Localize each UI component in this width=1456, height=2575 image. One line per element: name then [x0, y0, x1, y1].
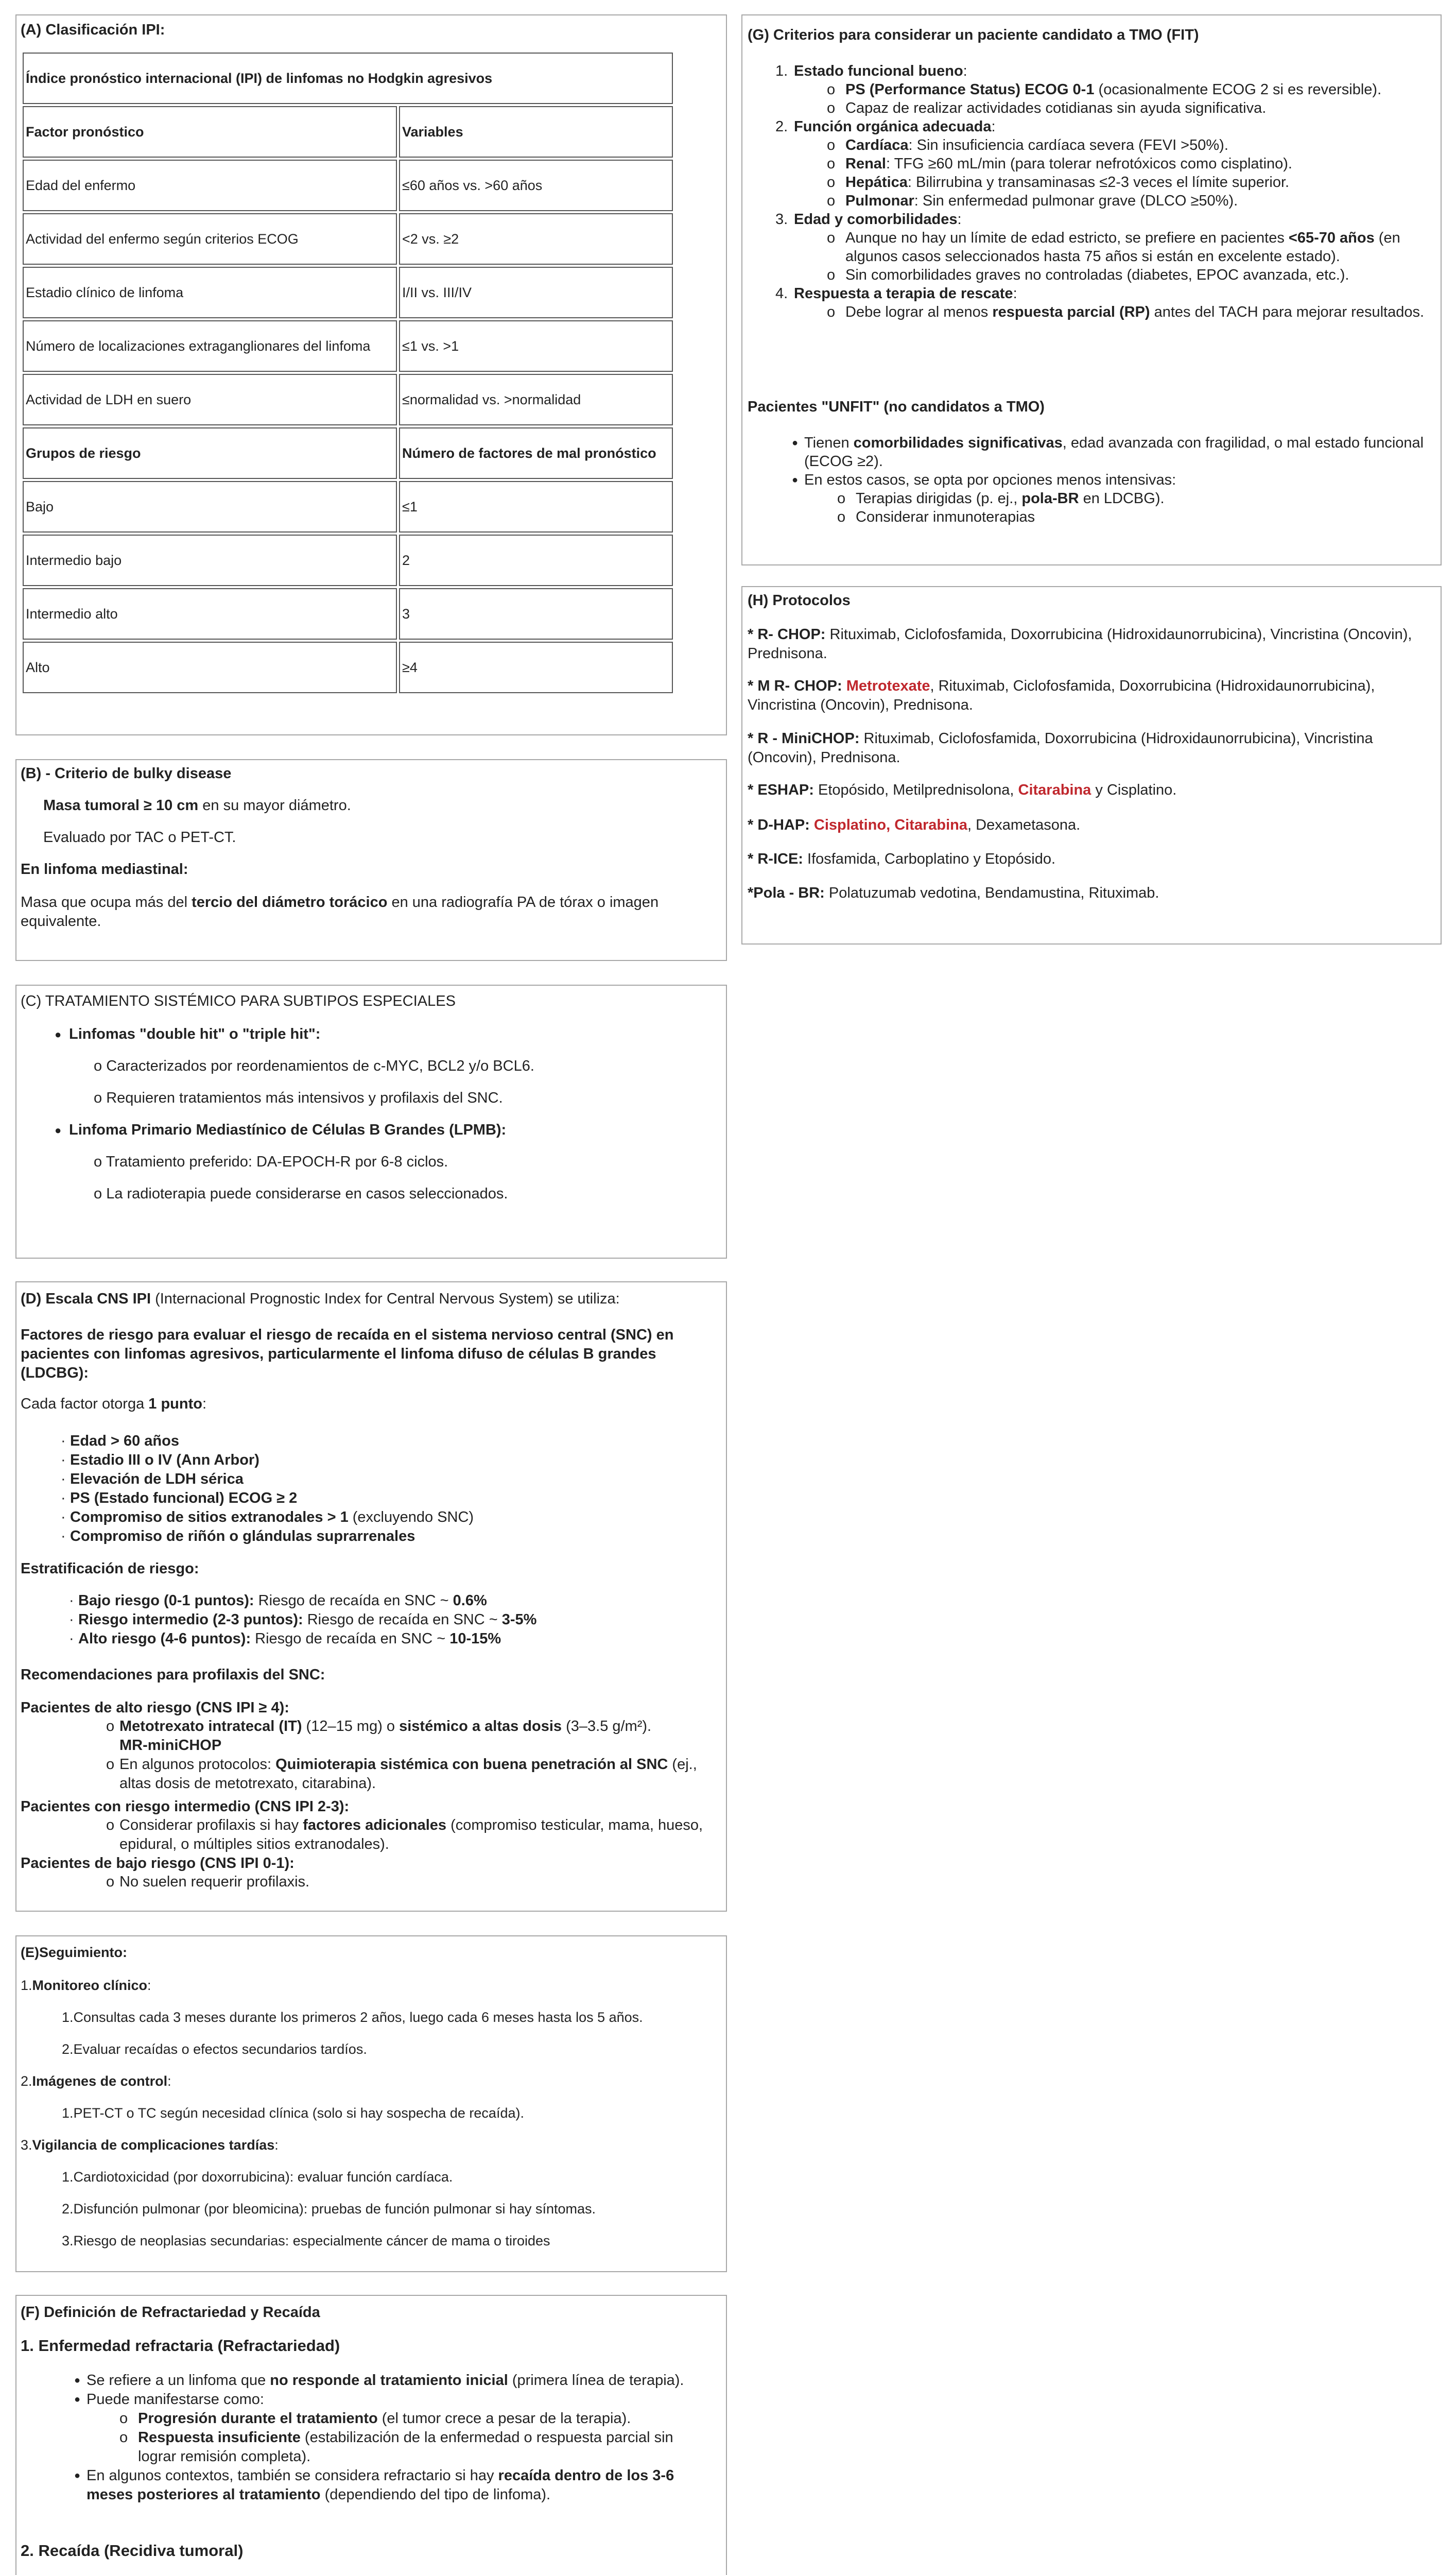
bulky-text-post: en una radiografía PA de tórax o imagen equivalente.: [21, 894, 659, 930]
list-item: [106, 1755, 712, 1793]
lpmb-sub1-text: Tratamiento preferido: DA-EPOCH-R por 6-8 ciclos.: [106, 1154, 448, 1170]
strat-value: 3-5%: [501, 1611, 537, 1628]
section-h-title: (H) Protocolos: [748, 592, 851, 609]
table-cell: <2 vs. ≥2: [399, 213, 673, 265]
circle-icon: o: [827, 100, 836, 116]
circle-icon: o: [827, 81, 836, 98]
p6-rest: Ifosfamida, Carboplatino y Etopósido.: [803, 851, 1056, 867]
double-hit-sub1-text: Caracterizados por reordenamientos de c-MYC, BCL2 y/o BCL6.: [106, 1058, 534, 1074]
p6-bold: * R-ICE:: [748, 851, 803, 867]
i3-bold: Edad y comorbilidades: [794, 211, 958, 228]
protocol-eshap: [748, 781, 1176, 800]
circle-icon: o: [827, 137, 836, 153]
followup-s3: [21, 2136, 279, 2154]
mid-bold: factores adicionales: [303, 1817, 447, 1833]
dot-icon: ·: [61, 1490, 66, 1506]
unfit-title: Pacientes "UNFIT" (no candidatos a TMO): [748, 399, 1045, 415]
list-item: [827, 173, 1432, 192]
protocol-rminichop: [748, 729, 1432, 767]
p2-rest: , Rituximab, Ciclofosfamida, Doxorrubicina (Hidroxidaunorrubicina), Vincristina (Oncovin), Prednisona.: [748, 678, 1375, 713]
circle-icon: o: [119, 2410, 128, 2427]
circle-icon: o: [837, 509, 846, 525]
list-item: [827, 303, 1432, 321]
p2-red: Metrotexate: [846, 678, 930, 694]
i3-colon: :: [957, 211, 962, 228]
list-item: [837, 508, 1427, 526]
followup-s2: [21, 2072, 171, 2090]
i2-num: 2.: [775, 118, 788, 135]
protocol-polabr: [748, 884, 1159, 903]
list-item: [106, 1816, 712, 1854]
mid-pre: Considerar profilaxis si hay: [119, 1817, 303, 1833]
dot-icon: ·: [69, 1630, 74, 1647]
i1b-text: Capaz de realizar actividades cotidianas sin ayuda significativa.: [845, 100, 1267, 116]
i1a-bold: PS (Performance Status) ECOG 0-1: [845, 81, 1095, 98]
list-item: [74, 2371, 715, 2390]
i4-num: 4.: [775, 285, 788, 302]
cns-point-bold: 1 punto: [148, 1396, 202, 1412]
table-cell: ≤1 vs. >1: [399, 320, 673, 372]
double-hit-sub2-text: Requieren tratamientos más intensivos y profilaxis del SNC.: [106, 1090, 503, 1106]
p3-bold: * R - MiniCHOP:: [748, 730, 860, 747]
dot-icon: ·: [61, 1433, 66, 1449]
bulky-mass-bold: Masa tumoral ≥ 10 cm: [43, 797, 199, 814]
circle-icon: o: [827, 267, 836, 283]
table-cell: ≤1: [399, 481, 673, 533]
section-d-cns-ipi: [15, 1281, 727, 1912]
refractory-heading: 1. Enfermedad refractaria (Refractariedad): [21, 2337, 340, 2355]
list-item: [69, 1629, 536, 1649]
factor-bold: Elevación de LDH sérica: [70, 1471, 244, 1487]
section-e-followup: [15, 1935, 727, 2272]
i4-bold: Respuesta a terapia de rescate: [794, 285, 1013, 302]
high-bold-b: sistémico a altas dosis: [399, 1718, 562, 1735]
list-item: [119, 2409, 715, 2428]
u2a-pre: Terapias dirigidas (p. ej.,: [856, 490, 1022, 507]
ipi-col-factor-header: Factor pronóstico: [23, 106, 397, 158]
bullet-icon: ●: [55, 1028, 62, 1041]
cns-strat-list: [69, 1591, 537, 1649]
organ-rest: : Bilirrubina y transaminasas ≤2-3 veces el límite superior.: [907, 174, 1290, 191]
i4a-bold: respuesta parcial (RP): [992, 304, 1150, 320]
list-item: 1.Cardiotoxicidad (por doxorrubicina): evaluar función cardíaca.: [62, 2169, 453, 2185]
section-e-title: (E)Seguimiento:: [21, 1945, 127, 1960]
high-bold-a: Metotrexato intratecal (IT): [119, 1718, 302, 1735]
cns-factor-list: [61, 1432, 474, 1546]
section-d-title-rest: (Internacional Prognostic Index for Central Nervous System) se utiliza:: [151, 1291, 620, 1307]
p5-red2: Citarabina: [894, 817, 968, 833]
i2-colon: :: [991, 118, 996, 135]
relapse-heading: 2. Recaída (Recidiva tumoral): [21, 2542, 244, 2560]
s3-num: 3.: [21, 2137, 32, 2153]
s1-colon: :: [147, 1978, 151, 1993]
cns-low-item: [106, 1873, 310, 1892]
factor-bold: Compromiso de riñón o glándulas suprarrenales: [70, 1528, 415, 1544]
s1-num: 1.: [21, 1978, 32, 1993]
unfit-list: [792, 434, 1427, 526]
r1-bold: no responde al tratamiento inicial: [270, 2372, 508, 2389]
list-item: [775, 117, 1432, 136]
list-item: [119, 2428, 715, 2466]
strat-bold: Riesgo intermedio (2-3 puntos):: [78, 1611, 303, 1628]
list-item: [61, 1470, 474, 1489]
section-a-ipi: [15, 14, 727, 735]
factor-bold: Compromiso de sitios extranodales > 1: [70, 1509, 349, 1525]
organ-bold: Cardíaca: [845, 137, 909, 153]
r1-post: (primera línea de terapia).: [508, 2372, 684, 2389]
section-b-bulky: [15, 759, 727, 961]
s2-colon: :: [167, 2073, 171, 2089]
list-item: [775, 210, 1432, 229]
protocol-mrchop: [748, 677, 1432, 715]
table-row: [23, 374, 673, 425]
factor-rest: (excluyendo SNC): [348, 1509, 474, 1525]
s2-num: 2.: [21, 2073, 32, 2089]
lpmb-label: Linfoma Primario Mediastínico de Células B Grandes (LPMB):: [69, 1122, 507, 1138]
bullet-icon: ●: [74, 2375, 81, 2386]
r3-bold: recaída dentro de los 3-6 meses posteriores al tratamiento: [86, 2467, 674, 2503]
strat-value: 0.6%: [453, 1592, 487, 1609]
i3a-bold: <65-70 años: [1288, 230, 1375, 246]
list-item: [61, 1489, 474, 1508]
factor-bold: PS (Estado funcional) ECOG ≥ 2: [70, 1490, 298, 1506]
i1-bold: Estado funcional bueno: [794, 63, 963, 79]
u1-pre: Tienen: [804, 435, 854, 451]
p5-bold: * D-HAP:: [748, 817, 814, 833]
section-b-title-prefix: (B): [21, 765, 42, 782]
bulky-mediastinal: En linfoma mediastinal:: [21, 861, 188, 878]
bulky-mediastinal-text: [21, 893, 721, 931]
i4-colon: :: [1013, 285, 1017, 302]
table-cell: ≤normalidad vs. >normalidad: [399, 374, 673, 425]
list-item: [827, 229, 1432, 266]
strat-bold: Bajo riesgo (0-1 puntos):: [78, 1592, 254, 1609]
table-cell: Bajo: [23, 481, 397, 533]
table-cell: Número de localizaciones extraganglionares del linfoma: [23, 320, 397, 372]
table-cell: Actividad de LDH en suero: [23, 374, 397, 425]
list-item: 2.Disfunción pulmonar (por bleomicina): pruebas de función pulmonar si hay síntomas.: [62, 2201, 596, 2217]
double-hit-item: [55, 1025, 321, 1044]
double-hit-label: Linfomas "double hit" o "triple hit":: [69, 1026, 321, 1042]
p1-bold: * R- CHOP:: [748, 626, 826, 643]
p2-bold: * M R- CHOP:: [748, 678, 846, 694]
table-row: [23, 267, 673, 318]
tmo-criteria-list: [775, 62, 1432, 321]
double-hit-sub2: o Requieren tratamientos más intensivos y profilaxis del SNC.: [94, 1090, 503, 1106]
section-c-title: (C) TRATAMIENTO SISTÉMICO PARA SUBTIPOS ESPECIALES: [21, 993, 456, 1009]
section-f-refractory: [15, 2295, 727, 2575]
list-item: [792, 434, 1427, 471]
bulky-text-pre: Masa que ocupa más del: [21, 894, 192, 911]
circle-icon: o: [827, 193, 836, 209]
factor-bold: Estadio III o IV (Ann Arbor): [70, 1452, 259, 1468]
i1-num: 1.: [775, 63, 788, 79]
p7-bold: *Pola - BR:: [748, 885, 825, 901]
list-item: [106, 1717, 712, 1736]
section-f-title: (F) Definición de Refractariedad y Recaída: [21, 2304, 320, 2321]
organ-bold: Renal: [845, 156, 886, 172]
bulky-text-bold: tercio del diámetro torácico: [192, 894, 388, 911]
high3-bold: Quimioterapia sistémica con buena penetración al SNC: [275, 1756, 668, 1773]
organ-rest: : TFG ≥60 mL/min (para tolerar nefrotóxicos como cisplatino).: [886, 156, 1292, 172]
i3a-pre: Aunque no hay un límite de edad estricto, se prefiere en pacientes: [845, 230, 1289, 246]
i1a-post: (ocasionalmente ECOG 2 si es reversible).: [1094, 81, 1382, 98]
cns-point-pre: Cada factor otorga: [21, 1396, 149, 1412]
high3-post: (ej., altas dosis de metotrexato, citarabina).: [119, 1756, 697, 1792]
list-item: 2.Evaluar recaídas o efectos secundarios tardíos.: [62, 2041, 367, 2057]
r3-post: (dependiendo del tipo de linfoma).: [320, 2486, 551, 2503]
section-g-tmo: [741, 14, 1442, 565]
table-cell: Intermedio bajo: [23, 535, 397, 586]
list-item: [74, 2466, 715, 2504]
strat-rest: Riesgo de recaída en SNC ~: [303, 1611, 502, 1628]
list-item: MR-miniCHOP: [119, 1737, 222, 1754]
ipi-group-header: Grupos de riesgo: [23, 427, 397, 479]
cns-point-text: [21, 1395, 206, 1414]
table-row: [23, 535, 673, 586]
list-item: [827, 192, 1432, 210]
bullet-icon: ●: [792, 474, 799, 486]
protocol-rice: [748, 850, 1055, 869]
protocol-rchop: [748, 625, 1432, 663]
p5-red1: Cisplatino: [813, 817, 887, 833]
strat-rest: Riesgo de recaída en SNC ~: [251, 1630, 450, 1647]
list-item: [61, 1508, 474, 1527]
p3-rest: Rituximab, Ciclofosfamida, Doxorrubicina (Hidroxidaunorrubicina), Vincristina (Oncovin), Prednisona.: [748, 730, 1373, 766]
r2a-post: (el tumor crece a pesar de la terapia).: [377, 2410, 631, 2427]
dot-icon: ·: [61, 1452, 66, 1468]
i4a-post: antes del TACH para mejorar resultados.: [1150, 304, 1425, 320]
circle-icon: o: [837, 490, 846, 507]
bullet-icon: ●: [74, 2394, 81, 2405]
section-h-protocols: [741, 586, 1442, 945]
circle-icon: o: [106, 1817, 115, 1833]
table-row: [23, 213, 673, 265]
factor-bold: Edad > 60 años: [70, 1433, 179, 1449]
s3-bold: Vigilancia de complicaciones tardías: [32, 2137, 275, 2153]
s1-bold: Monitoreo clínico: [32, 1978, 148, 1993]
p4-post: y Cisplatino.: [1091, 782, 1177, 798]
circle-icon: o: [827, 174, 836, 191]
cns-high-title: Pacientes de alto riesgo (CNS IPI ≥ 4):: [21, 1700, 289, 1716]
section-b-title: [21, 764, 231, 783]
low-text: No suelen requerir profilaxis.: [119, 1874, 310, 1890]
followup-s1: [21, 1977, 151, 1994]
u2b-text: Considerar inmunoterapias: [856, 509, 1035, 525]
u2-text: En estos casos, se opta por opciones menos intensivas:: [804, 472, 1176, 488]
r2a-bold: Progresión durante el tratamiento: [138, 2410, 378, 2427]
protocol-dhap: [748, 816, 1080, 835]
mid-post: (compromiso testicular, mama, hueso, epidural, o múltiples sitios extranodales).: [119, 1817, 703, 1852]
section-c-treatment: [15, 985, 727, 1259]
circle-icon: o: [119, 2429, 128, 2446]
lpmb-sub1: o Tratamiento preferido: DA-EPOCH-R por 6-8 ciclos.: [94, 1154, 448, 1170]
list-item: [74, 2390, 715, 2409]
high-post: (3–3.5 g/m²).: [562, 1718, 652, 1735]
r3-pre: En algunos contextos, también se considera refractario si hay: [86, 2467, 498, 2484]
r2b-bold: Respuesta insuficiente: [138, 2429, 301, 2446]
lpmb-item: [55, 1121, 507, 1140]
list-item: [61, 1432, 474, 1451]
table-row: [23, 588, 673, 640]
dot-icon: ·: [61, 1471, 66, 1487]
p7-rest: Polatuzumab vedotina, Bendamustina, Rituximab.: [824, 885, 1159, 901]
table-row: [23, 320, 673, 372]
list-item: [792, 471, 1427, 489]
section-g-title: (G) Criterios para considerar un paciente candidato a TMO (FIT): [748, 27, 1199, 43]
bulky-evaluated: Evaluado por TAC o PET-CT.: [43, 829, 236, 846]
list-item: [775, 62, 1432, 80]
i3a-post: (en algunos casos seleccionados hasta 75 años si están en excelente estado).: [845, 230, 1400, 265]
u2a-post: en LDCBG).: [1079, 490, 1165, 507]
p5-sep: ,: [886, 817, 895, 833]
i3-num: 3.: [775, 211, 788, 228]
cns-point-post: :: [202, 1396, 207, 1412]
r2-text: Puede manifestarse como:: [86, 2391, 264, 2408]
list-item: [775, 284, 1432, 303]
dot-icon: ·: [69, 1592, 74, 1609]
double-hit-sub1: o Caracterizados por reordenamientos de c-MYC, BCL2 y/o BCL6.: [94, 1058, 534, 1074]
strat-rest: Riesgo de recaída en SNC ~: [254, 1592, 453, 1609]
cns-risk-intro: Factores de riesgo para evaluar el riesgo de recaída en el sistema nervioso central (SNC) en pacientes con linfomas agresivos, particularmente el linfoma difuso de células B grandes (LDCBG):: [21, 1327, 674, 1381]
list-item: [61, 1451, 474, 1470]
bulky-mass: [43, 796, 351, 815]
u1-bold: comorbilidades significativas: [853, 435, 1063, 451]
bullet-icon: ●: [74, 2470, 81, 2481]
s2-bold: Imágenes de control: [32, 2073, 168, 2089]
table-cell: Alto: [23, 642, 397, 693]
table-cell: 3: [399, 588, 673, 640]
p4-red: Citarabina: [1018, 782, 1091, 798]
ipi-table: [21, 50, 675, 695]
lpmb-sub2-text: La radioterapia puede considerarse en casos seleccionados.: [106, 1186, 508, 1202]
lpmb-sub2: o La radioterapia puede considerarse en casos seleccionados.: [94, 1186, 508, 1202]
table-cell: Estadio clínico de linfoma: [23, 267, 397, 318]
list-item: 3.Riesgo de neoplasias secundarias: especialmente cáncer de mama o tiroides: [62, 2233, 550, 2248]
list-item: [837, 489, 1427, 508]
high-mid: (12–15 mg) o: [302, 1718, 400, 1735]
organ-bold: Hepática: [845, 174, 908, 191]
list-item: [69, 1610, 537, 1629]
section-b-title-text: - Criterio de bulky disease: [41, 765, 232, 782]
section-d-title: [21, 1290, 620, 1309]
circle-icon: o: [106, 1874, 115, 1890]
table-row: [23, 481, 673, 533]
high3-pre: En algunos protocolos:: [119, 1756, 276, 1773]
bullet-icon: ●: [55, 1124, 62, 1137]
table-cell: Edad del enfermo: [23, 160, 397, 211]
cns-recom-title: Recomendaciones para profilaxis del SNC:: [21, 1667, 325, 1683]
i4a-pre: Debe lograr al menos: [845, 304, 993, 320]
table-cell: 2: [399, 535, 673, 586]
organ-rest: : Sin insuficiencia cardíaca severa (FEVI >50%).: [908, 137, 1228, 153]
i3b-text: Sin comorbilidades graves no controladas (diabetes, EPOC avanzada, etc.).: [845, 267, 1349, 283]
section-a-title: (A) Clasificación IPI:: [21, 22, 165, 38]
refractory-list: [74, 2371, 715, 2504]
i1-colon: :: [963, 63, 967, 79]
circle-icon: o: [106, 1718, 115, 1735]
ipi-col-variable-header: Variables: [399, 106, 673, 158]
circle-icon: o: [827, 156, 836, 172]
section-d-title-bold: (D) Escala CNS IPI: [21, 1291, 151, 1307]
p5-post: , Dexametasona.: [967, 817, 1081, 833]
circle-icon: o: [827, 230, 836, 246]
ipi-table-title: Índice pronóstico internacional (IPI) de linfomas no Hodgkin agresivos: [23, 53, 673, 104]
list-item: 1.Consultas cada 3 meses durante los primeros 2 años, luego cada 6 meses hasta los 5 años.: [62, 2010, 643, 2025]
organ-bold: Pulmonar: [845, 193, 914, 209]
table-cell: Intermedio alto: [23, 588, 397, 640]
bullet-icon: ●: [792, 437, 799, 449]
u1-post: , edad avanzada con fragilidad, o mal estado funcional (ECOG ≥2).: [804, 435, 1424, 470]
list-item: [827, 99, 1432, 117]
p1-rest: Rituximab, Ciclofosfamida, Doxorrubicina (Hidroxidaunorrubicina), Vincristina (Oncovin), Prednisona.: [748, 626, 1412, 662]
list-item: [827, 80, 1432, 99]
list-item: [69, 1591, 536, 1610]
table-row: [23, 160, 673, 211]
circle-icon: o: [106, 1756, 115, 1773]
list-item: [827, 136, 1432, 154]
cns-high-list: [106, 1717, 712, 1793]
cns-mid-title: Pacientes con riesgo intermedio (CNS IPI 2-3):: [21, 1798, 350, 1815]
circle-icon: o: [827, 304, 836, 320]
r2b-post: (estabilización de la enfermedad o respuesta parcial sin lograr remisión completa).: [138, 2429, 673, 2465]
table-cell: I/II vs. III/IV: [399, 267, 673, 318]
list-item: [827, 266, 1432, 284]
ipi-count-header: Número de factores de mal pronóstico: [399, 427, 673, 479]
strat-value: 10-15%: [449, 1630, 501, 1647]
table-row: [23, 642, 673, 693]
table-cell: ≤60 años vs. >60 años: [399, 160, 673, 211]
cns-strat-title: Estratificación de riesgo:: [21, 1560, 199, 1577]
dot-icon: ·: [61, 1509, 66, 1525]
table-cell: Actividad del enfermo según criterios ECOG: [23, 213, 397, 265]
table-cell: ≥4: [399, 642, 673, 693]
cns-low-title: Pacientes de bajo riesgo (CNS IPI 0-1):: [21, 1855, 294, 1872]
dot-icon: ·: [69, 1611, 74, 1628]
u2a-bold: pola-BR: [1021, 490, 1079, 507]
dot-icon: ·: [61, 1528, 66, 1544]
p4-bold: * ESHAP:: [748, 782, 814, 798]
bulky-mass-rest: en su mayor diámetro.: [198, 797, 351, 814]
list-item: [827, 154, 1432, 173]
p4-pre: Etopósido, Metilprednisolona,: [813, 782, 1018, 798]
cns-mid-list: [106, 1816, 712, 1854]
strat-bold: Alto riesgo (4-6 puntos):: [78, 1630, 251, 1647]
organ-rest: : Sin enfermedad pulmonar grave (DLCO ≥50%).: [914, 193, 1238, 209]
s3-colon: :: [274, 2137, 279, 2153]
i2-bold: Función orgánica adecuada: [794, 118, 992, 135]
list-item: 1.PET-CT o TC según necesidad clínica (solo si hay sospecha de recaída).: [62, 2105, 524, 2121]
r1-pre: Se refiere a un linfoma que: [86, 2372, 270, 2389]
list-item: [61, 1527, 474, 1546]
